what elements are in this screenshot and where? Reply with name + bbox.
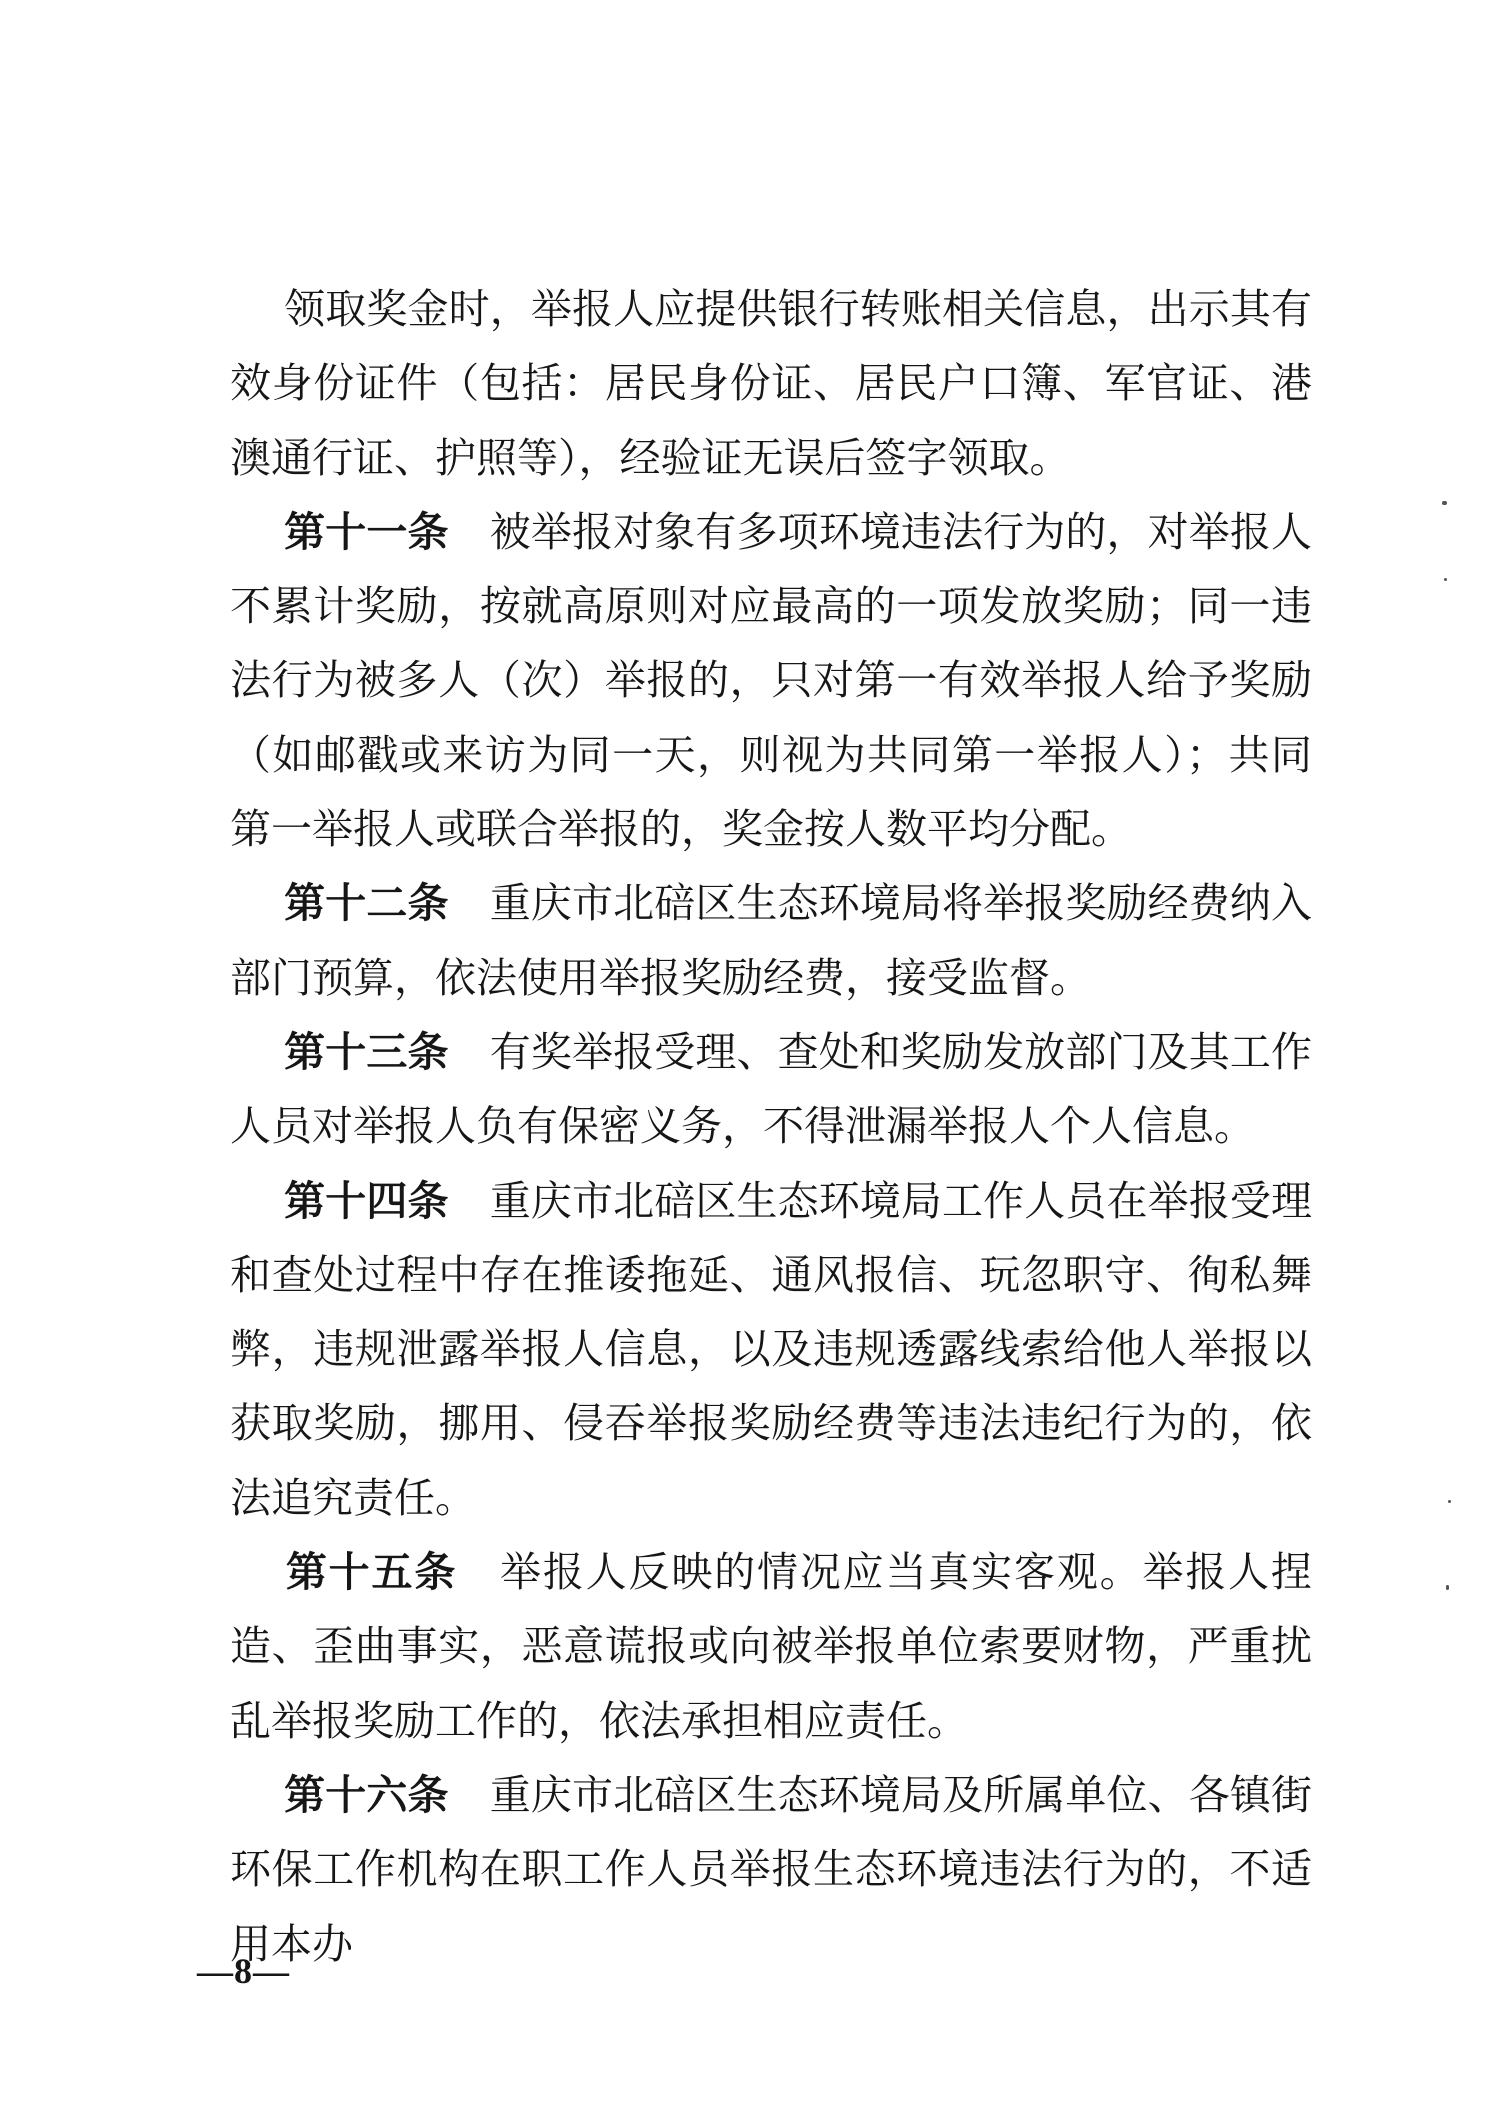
article-number: 第十二条 (284, 879, 449, 928)
article-text: 举报人反映的情况应当真实客观。举报人捏造、歪曲事实，恶意谎报或向被举报单位索要财物，严重扰乱举报奖励工作的，依法承担相应责任。 (230, 1548, 1313, 1745)
article-text: 重庆市北碚区生态环境局将举报奖励经费纳入部门预算，依法使用举报奖励经费，接受监督。 (230, 879, 1313, 1002)
article-15 (230, 1535, 1312, 1758)
article-12 (230, 866, 1312, 1015)
article-number: 第十六条 (284, 1770, 449, 1819)
scan-speck (1444, 578, 1447, 581)
article-text: 被举报对象有多项环境违法行为的，对举报人不累计奖励，按就高原则对应最高的一项发放奖励；同一违法行为被多人（次）举报的，只对第一有效举报人给予奖励（如邮戳或来访为同一天，则视为共同第一举报人）；共同第一举报人或联合举报的，奖金按人数平均分配。 (230, 507, 1313, 854)
article-number: 第十三条 (284, 1027, 449, 1076)
article-number: 第十五条 (284, 1548, 458, 1597)
article-13 (230, 1015, 1312, 1164)
page-number: —8— (197, 1951, 290, 1991)
scan-speck (1448, 1500, 1451, 1503)
article-text: 有奖举报受理、查处和奖励发放部门及其工作人员对举报人负有保密义务，不得泄漏举报人个人信息。 (230, 1027, 1313, 1151)
paragraph-text: 领取奖金时，举报人应提供银行转账相关信息，出示其有效身份证件（包括：居民身份证、居民户口簿、军官证、港澳通行证、护照等），经验证无误后签字领取。 (230, 285, 1312, 482)
article-text: 重庆市北碚区生态环境局及所属单位、各镇街环保工作机构在职工作人员举报生态环境违法行为的，不适用本办 (230, 1770, 1313, 1968)
scan-speck (1442, 501, 1447, 505)
article-16 (230, 1758, 1312, 1981)
article-number: 第十一条 (284, 507, 449, 556)
scan-speck (1446, 1585, 1449, 1590)
article-11 (230, 495, 1312, 866)
article-text: 重庆市北碚区生态环境局工作人员在举报受理和查处过程中存在推诿拖延、通风报信、玩忽职守、徇私舞弊，违规泄露举报人信息，以及违规透露线索给他人举报以获取奖励，挪用、侵吞举报奖励经费等违法违纪行为的，依法追究责任。 (230, 1176, 1313, 1522)
article-14 (230, 1164, 1312, 1535)
article-number: 第十四条 (284, 1176, 449, 1225)
body-text (230, 272, 1312, 1981)
paragraph-award-collection (230, 272, 1312, 495)
